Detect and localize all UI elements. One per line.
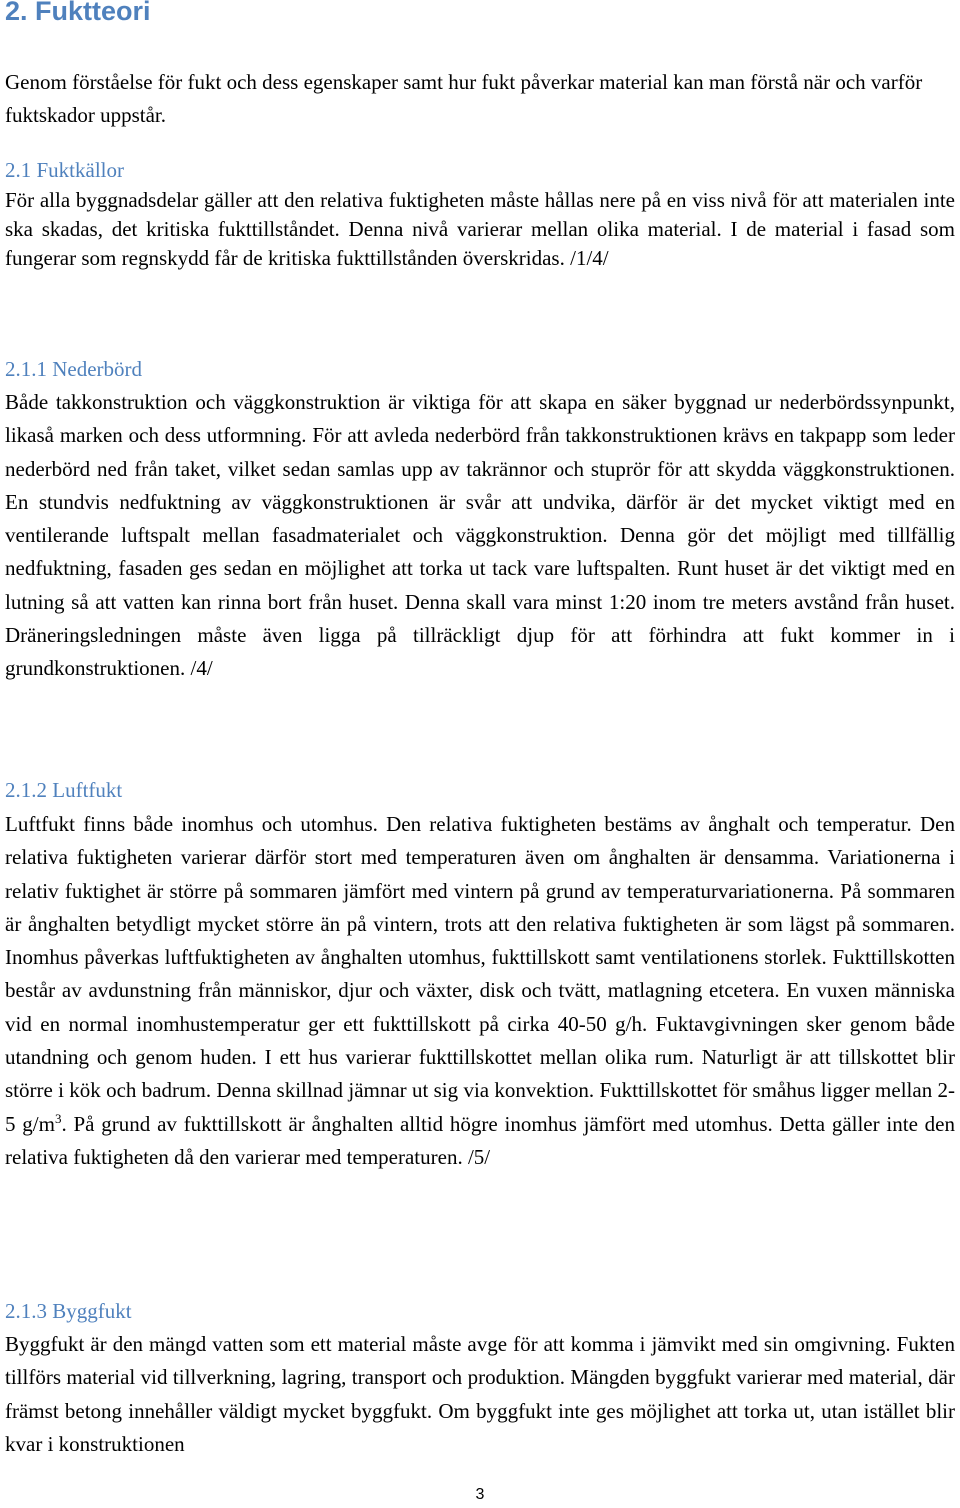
section-body-fuktkallor: För alla byggnadsdelar gäller att den relativa fuktigheten måste hållas nere på en viss nivå för att materialen inte ska skadas, det kritiska fukttillståndet. Denna nivå varierar mellan olika material. I de material i fasad som fungerar som regnskydd får de kritiska fukttillstånden överskridas. /1/4/ xyxy=(5,188,955,270)
section-body-luftfukt xyxy=(5,808,955,1174)
cubic-superscript: 3 xyxy=(54,1110,62,1126)
section-heading-luftfukt: 2.1.2 Luftfukt xyxy=(5,778,123,802)
luftfukt-text-part-1: Luftfukt finns både inomhus och utomhus. Den relativa fuktigheten bestäms av ånghalt och temperatur. Den relativa fuktigheten varierar därför stort med temperaturen även om ånghalten är densamma. Variationerna i relativ fuktighet är större på sommaren jämfört med vintern på grund av temperaturvariationerna. På sommaren är ånghalten betydligt mycket större än på vintern, trots att den relativa fuktigheten är som lägst på sommaren. Inomhus påverkas luftfuktigheten av ånghalten utomhus, fukttillskott samt ventilationens storlek. Fukttillskotten består av avdunstning från människor, djur och växter, disk och tvätt, matlagning etcetera. En vuxen människa vid en normal inomhustemperatur ger ett fukttillskott på cirka 40-50 g/h. Fuktavgivningen sker genom både utandning och genom huden. I ett hus varierar fukttillskottet mellan olika rum. Naturligt är att tillskottet blir större i kök och badrum. Denna skillnad jämnar ut sig via konvektion. Fukttillskottet för småhus ligger mellan 2-5 g/m xyxy=(5,812,955,1136)
section-heading-nederbord: 2.1.1 Nederbörd xyxy=(5,357,143,381)
page-number: 3 xyxy=(475,1486,485,1503)
section-body-byggfukt: Byggfukt är den mängd vatten som ett material måste avge för att komma i jämvikt med sin omgivning. Fukten tillförs material vid tillverkning, lagring, transport och produktion. Mängden byggfukt varierar med material, där främst betong innehåller väldigt mycket byggfukt. Om byggfukt inte ges möjlighet att torka ut, utan istället blir kvar i konstruktionen xyxy=(5,1332,955,1456)
luftfukt-text-part-2: . På grund av fukttillskott är ånghalten alltid högre inomhus jämfört med utomhus. Detta gäller inte den relativa fuktigheten då den varierar med temperaturen. /5/ xyxy=(5,1111,956,1169)
section-heading-byggfukt: 2.1.3 Byggfukt xyxy=(5,1299,132,1323)
chapter-intro: Genom förståelse för fukt och dess egenskaper samt hur fukt påverkar material kan man förstå när och varför fuktskador uppstår. xyxy=(5,70,923,127)
section-body-nederbord: Både takkonstruktion och väggkonstruktion är viktiga för att skapa en säker byggnad ur nederbördssynpunkt, likaså marken och dess utformning. För att avleda nederbörd från takkonstruktionen krävs en takpapp som leder nederbörd ned från taket, vilket sedan samlas upp av takrännor och stuprör för att skydda väggkonstruktionen. En stundvis nedfuktning av väggkonstruktionen är svår att undvika, därför är det mycket viktigt med en ventilerande luftspalt mellan fasadmaterialet och väggkonstruktion. Denna gör det möjligt med tillfällig nedfuktning, fasaden ges sedan en möjlighet att torka ut tack vare luftspalten. Runt huset är det viktigt med en lutning så att vatten kan rinna bort från huset. Denna skall vara minst 1:20 inom tre meters avstånd från huset. Dräneringsledningen måste även ligga på tillräckligt djup för att förhindra att fukt kommer in i grundkonstruktionen. /4/ xyxy=(5,390,955,681)
section-heading-fuktkallor: 2.1 Fuktkällor xyxy=(5,158,124,182)
chapter-heading: 2. Fuktteori xyxy=(5,0,151,26)
